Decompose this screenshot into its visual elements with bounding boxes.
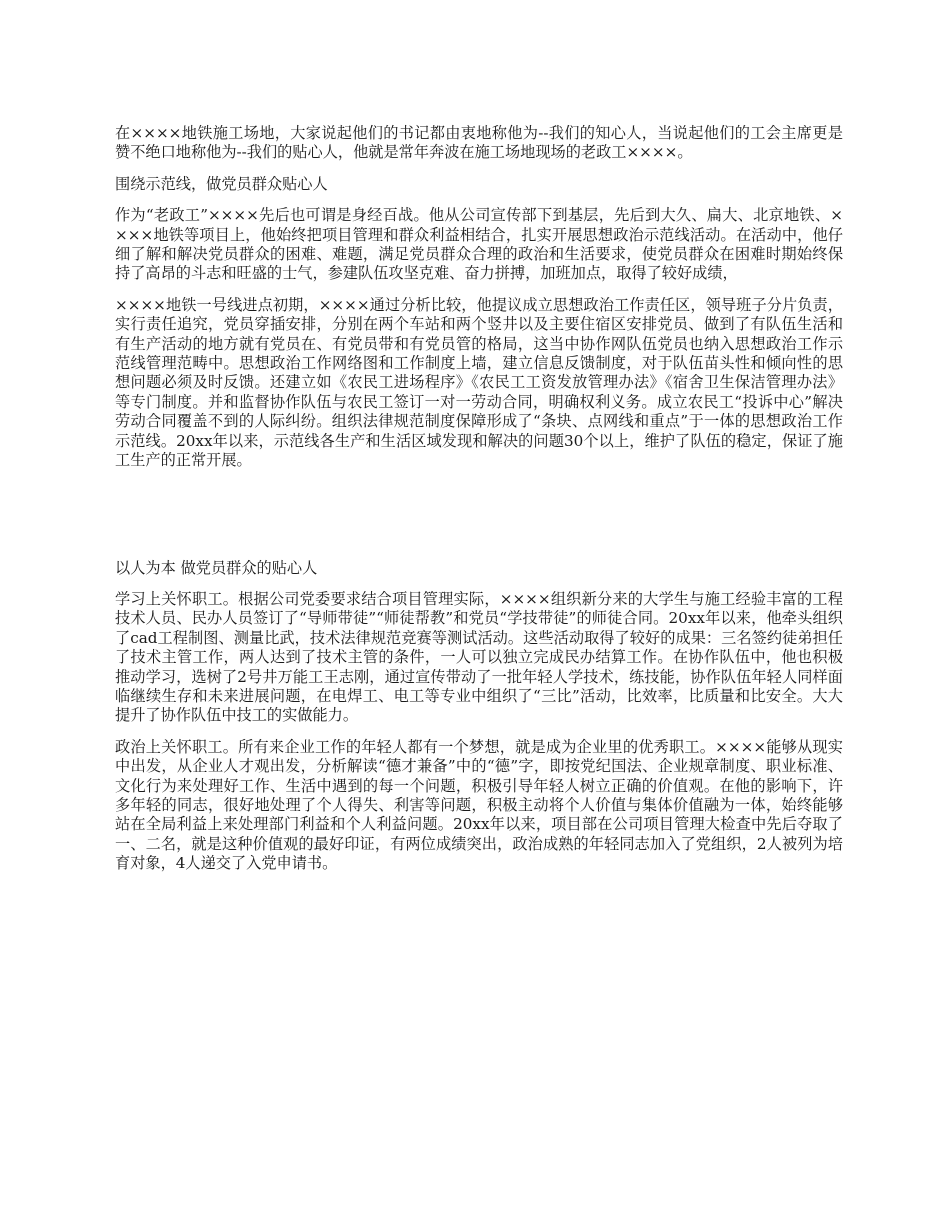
paragraph-political-care: 政治上关怀职工。所有来企业工作的年轻人都有一个梦想，就是成为企业里的优秀职工。××××能够从现实中出发，从企业人才观出发，分析解读“德才兼备”中的“德”字，即按党纪国法、企业规章制度、职业标准、文化行为来处理好工作、生活中遇到的每一个问题，积极引导年轻人树立正确的价值观。在他的影响下，许多年轻的同志，很好地处理了个人得失、利害等问题，积极主动将个人价值与集体价值融为一体，始终能够站在全局利益上来处理部门利益和个人利益问题。20xx年以来，项目部在公司项目管理大检查中先后夺取了一、二名，就是这种价值观的最好印证，有两位成绩突出，政治成熟的年轻同志加入了党组织，2人被列为培育对象，4人递交了入党申请书。 xyxy=(115,737,843,873)
section-heading-demonstration-line: 围绕示范线，做党员群众贴心人 xyxy=(115,174,328,193)
document-page xyxy=(115,124,843,886)
paragraph-study-care: 学习上关怀职工。根据公司党委要求结合项目管理实际，××××组织新分来的大学生与施工经验丰富的工程技术人员、民办人员签订了“导师带徒”“师徒帮教”和党员“学技带徒”的师徒合同。20xx年以来，他牵头组织了cad工程制图、测量比武，技术法律规范竞赛等测试活动。这些活动取得了较好的成果：三名签约徒弟担任了技术主管工作，两人达到了技术主管的条件，一人可以独立完成民办结算工作。在协作队伍中，他也积极推动学习，选树了2号井万能工王志刚，通过宣传带动了一批年轻人学技术，练技能，协作队伍年轻人同样面临继续生存和未来进展问题，在电焊工、电工等专业中组织了“三比”活动，比效率，比质量和比安全。大大提升了协作队伍中技工的实做能力。 xyxy=(115,589,843,725)
paragraph-metro-line-one: ××××地铁一号线进点初期，××××通过分析比较，他提议成立思想政治工作责任区，领导班子分片负责，实行责任追究，党员穿插安排，分别在两个车站和两个竖井以及主要住宿区安排党员、做到了有队伍生活和有生产活动的地方就有党员在、有党员带和有党员管的格局，这当中协作网队伍党员也纳入思想政治工作示范线管理范畴中。思想政治工作网络图和工作制度上墙，建立信息反馈制度，对于队伍苗头性和倾向性的思想问题必须及时反馈。还建立如《农民工进场程序》《农民工工资发放管理办法》《宿舍卫生保洁管理办法》等专门制度。并和监督协作队伍与农民工签订一对一劳动合同，明确权利义务。成立农民工“投诉中心”解决劳动合同覆盖不到的人际纠纷。组织法律规范制度保障形成了“条块、点网线和重点”于一体的思想政治工作示范线。20xx年以来，示范线各生产和生活区域发现和解决的问题30个以上，维护了队伍的稳定，保证了施工生产的正常开展。 xyxy=(115,295,843,470)
paragraph-old-political-worker: 作为“老政工”××××先后也可谓是身经百战。他从公司宣传部下到基层，先后到大久、扁大、北京地铁、××××地铁等项目上，他始终把项目管理和群众利益相结合，扎实开展思想政治示范线活动。在活动中，他仔细了解和解决党员群众的困难、难题，满足党员群众合理的政治和生活要求，使党员群众在困难时期始终保持了高昂的斗志和旺盛的士气，参建队伍攻坚克难、奋力拼搏，加班加点，取得了较好成绩， xyxy=(115,206,843,283)
section-spacer xyxy=(115,483,843,559)
intro-paragraph: 在××××地铁施工场地，大家说起他们的书记都由衷地称他为--我们的知心人，当说起他们的工会主席更是赞不绝口地称他为--我们的贴心人，他就是常年奔波在施工场地现场的老政工××××。 xyxy=(115,124,843,162)
section-heading-people-oriented: 以人为本 做党员群众的贴心人 xyxy=(115,558,318,577)
